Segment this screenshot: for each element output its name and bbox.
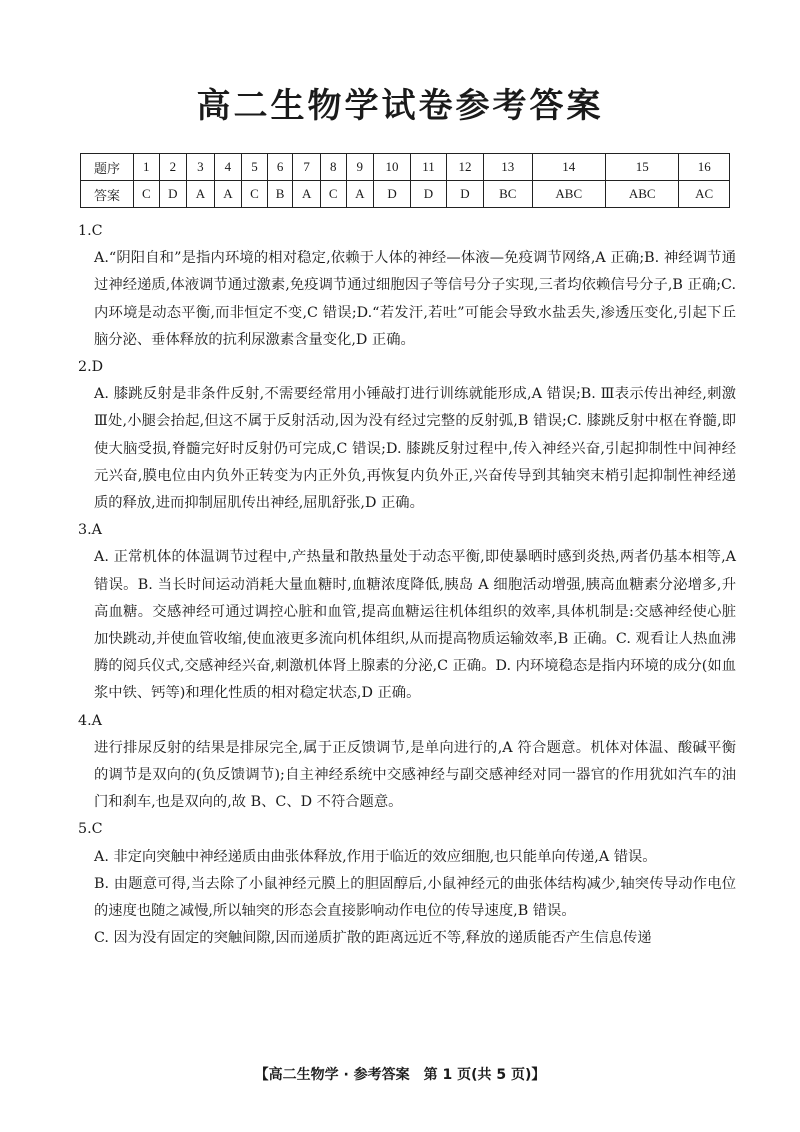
answer-cell: A: [293, 181, 321, 208]
question-number: 2: [159, 154, 187, 181]
question-number: 8: [320, 154, 346, 181]
question-number: 5: [242, 154, 268, 181]
question-number-row: [81, 154, 730, 181]
answer-cell: D: [374, 181, 411, 208]
question-number: 14: [532, 154, 605, 181]
answer-cell: D: [446, 181, 483, 208]
explanation-paragraph: C. 因为没有固定的突触间隙,因而递质扩散的距离远近不等,释放的递质能否产生信息传递: [94, 930, 652, 947]
answer-cell: C: [320, 181, 346, 208]
answer-cell: C: [134, 181, 160, 208]
row-label-answer: 答案: [81, 181, 134, 208]
question-heading: 3.A: [78, 522, 102, 539]
page-title: 高二生物学试卷参考答案: [196, 86, 604, 126]
answer-cell: D: [159, 181, 187, 208]
question-number: 12: [446, 154, 483, 181]
question-number: 4: [214, 154, 242, 181]
answer-cell: BC: [483, 181, 532, 208]
explanation-paragraph: A.“阴阳自和”是指内环境的相对稳定,依赖于人体的神经—体液—免疫调节网络,A 正确;B. 神经调节通过神经递质,体液调节通过激素,免疫调节通过细胞因子等信号分子实现,三者均依赖信号分子,B 正确;C. 内环境是动态平衡,而非恒定不变,C 错误;D.“若发汗,若吐”可能会导致水盐丢失,渗透压变化,引起下丘脑分泌、垂体释放的抗利尿激素含量变化,D 正确。: [94, 250, 736, 348]
question-number: 10: [374, 154, 411, 181]
answer-cell: B: [267, 181, 293, 208]
explanation-paragraph: A. 非定向突触中神经递质由曲张体释放,作用于临近的效应细胞,也只能单向传递,A 错误。: [94, 848, 657, 865]
page-footer: 【高二生物学 · 参考答案 第 1 页(共 5 页)】: [254, 1067, 546, 1083]
answer-cell: A: [214, 181, 242, 208]
explanation-block: [80, 844, 736, 953]
answer-cell: A: [187, 181, 215, 208]
question-number: 9: [346, 154, 374, 181]
answer-table: [80, 153, 730, 208]
answer-cell: AC: [679, 181, 730, 208]
question-heading: 2.D: [78, 359, 104, 376]
explanation-paragraph: A. 膝跳反射是非条件反射,不需要经常用小锤敲打进行训练就能形成,A 错误;B. Ⅲ表示传出神经,刺激Ⅲ处,小腿会抬起,但这不属于反射活动,因为没有经过完整的反射弧,B 错误;C. 膝跳反射中枢在脊髓,即使大脑受损,脊髓完好时反射仍可完成,C 错误;D. 膝跳反射过程中,传入神经兴奋,引起抑制性中间神经元兴奋,膜电位由内负外正转变为内正外负,再恢复内负外正,兴奋传导到其轴突末梢引起抑制性神经递质的释放,进而抑制屈肌传出神经,屈肌舒张,D 正确。: [94, 386, 736, 512]
answer-row: [81, 181, 730, 208]
explanations: [80, 218, 736, 952]
question-heading: 4.A: [78, 712, 102, 729]
question-number: 11: [411, 154, 447, 181]
question-number: 1: [134, 154, 160, 181]
explanation-paragraph: A. 正常机体的体温调节过程中,产热量和散热量处于动态平衡,即使暴晒时感到炎热,两者仍基本相等,A 错误。B. 当长时间运动消耗大量血糖时,血糖浓度降低,胰岛 A 细胞活动增强,胰高血糖素分泌增多,升高血糖。交感神经可通过调控心脏和血管,提高血糖运往机体组织的效率,具体机制是:交感神经使心脏加快跳动,并使血管收缩,使血液更多流向机体组织,从而提高物质运输效率,B 正确。C. 观看让人热血沸腾的阅兵仪式,交感神经兴奋,刺激机体肾上腺素的分泌,C 正确。D. 内环境稳态是指内环境的成分(如血浆中铁、钙等)和理化性质的相对稳定状态,D 正确。: [94, 549, 736, 702]
question-heading: 5.C: [78, 821, 103, 838]
question-heading: 1.C: [78, 223, 103, 239]
answer-cell: ABC: [532, 181, 605, 208]
answer-cell: D: [411, 181, 447, 208]
answer-cell: ABC: [605, 181, 678, 208]
question-number: 16: [679, 154, 730, 181]
row-label-number: 题序: [81, 154, 134, 181]
question-number: 6: [267, 154, 293, 181]
explanation-paragraph: 进行排尿反射的结果是排尿完全,属于正反馈调节,是单向进行的,A 符合题意。机体对体温、酸碱平衡的调节是双向的(负反馈调节);自主神经系统中交感神经与副交感神经对同一器官的作用犹如汽车的油门和刹车,也是双向的,故 B、C、D 不符合题意。: [94, 739, 736, 811]
question-number: 15: [605, 154, 678, 181]
answer-cell: C: [242, 181, 268, 208]
question-number: 7: [293, 154, 321, 181]
answer-cell: A: [346, 181, 374, 208]
question-number: 3: [187, 154, 215, 181]
question-number: 13: [483, 154, 532, 181]
explanation-paragraph: B. 由题意可得,当去除了小鼠神经元膜上的胆固醇后,小鼠神经元的曲张体结构减少,轴突传导动作电位的速度也随之减慢,所以轴突的形态会直接影响动作电位的传导速度,B 错误。: [94, 875, 736, 920]
